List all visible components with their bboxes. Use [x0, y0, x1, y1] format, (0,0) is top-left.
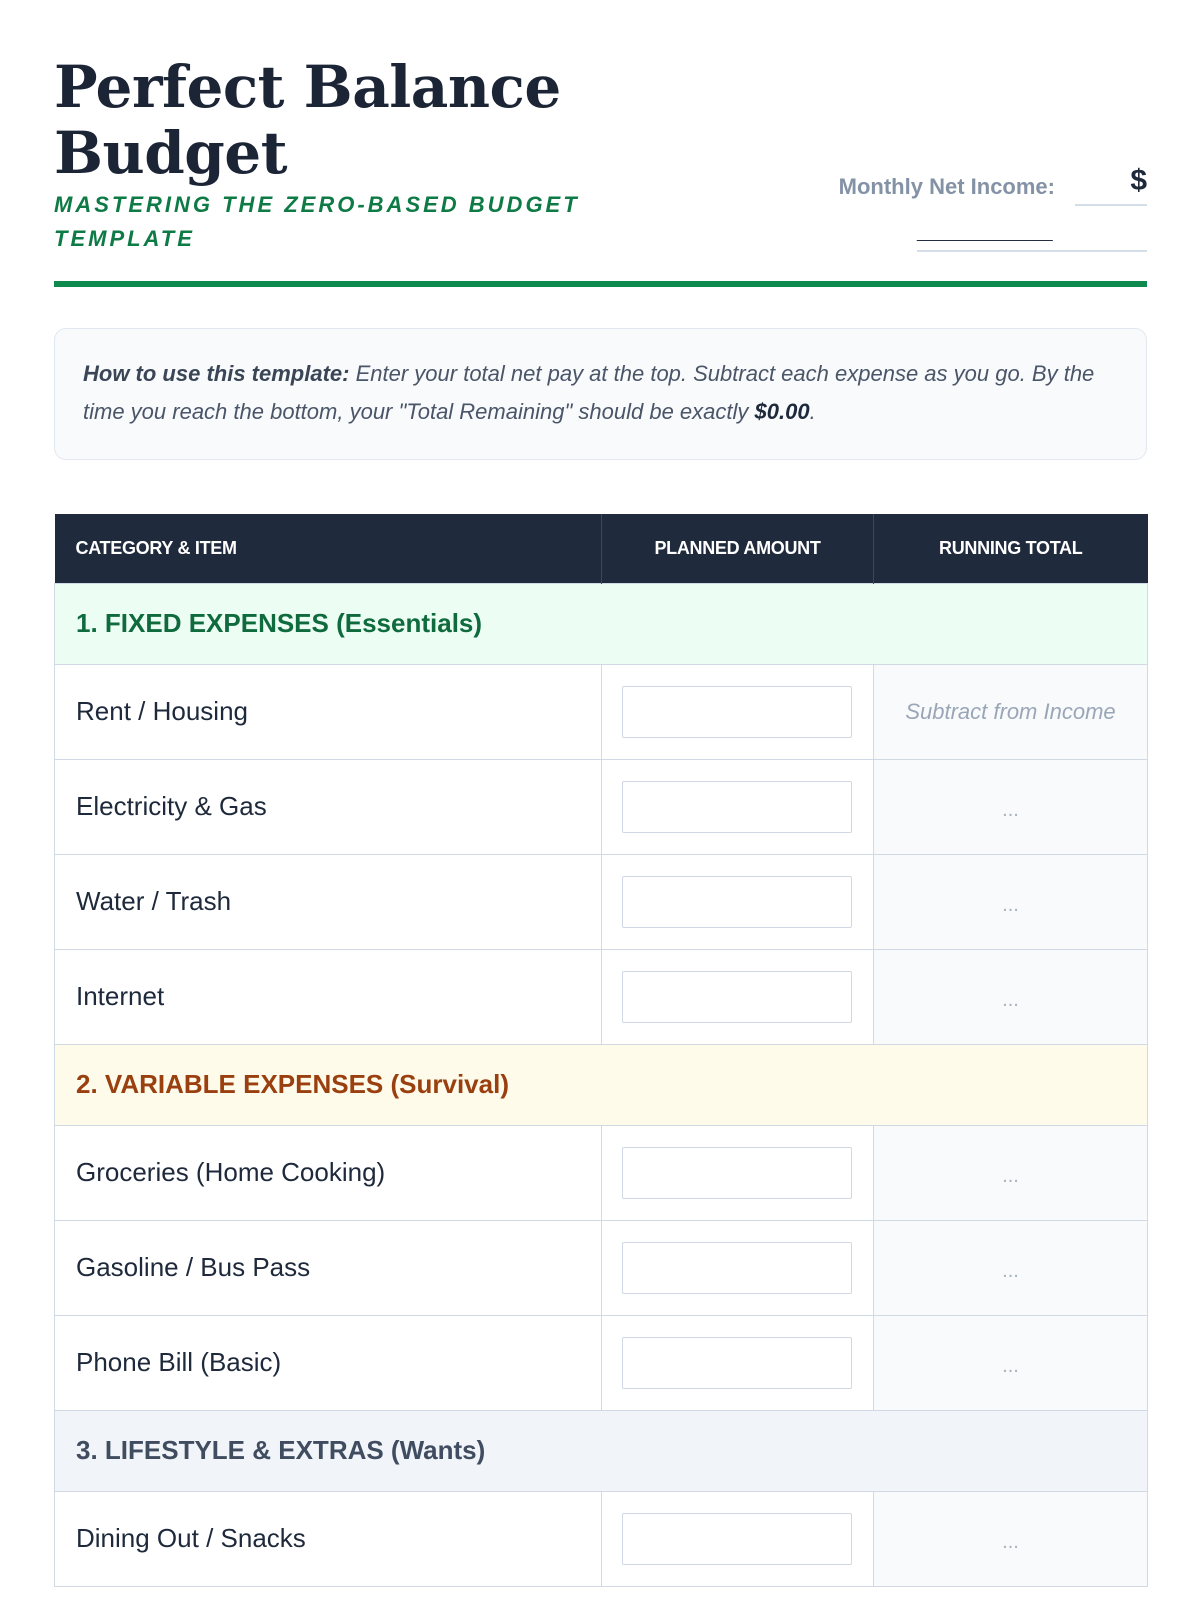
item-name: Dining Out / Snacks: [55, 1491, 602, 1586]
running-total-cell: ...: [874, 949, 1148, 1044]
column-header-category: CATEGORY & ITEM: [55, 514, 602, 583]
table-row: [55, 949, 1148, 1044]
income-value-blank: __________: [917, 214, 1052, 244]
item-name: Groceries (Home Cooking): [55, 1125, 602, 1220]
item-name: Internet: [55, 949, 602, 1044]
section-title: 2. VARIABLE EXPENSES (Survival): [55, 1044, 1148, 1125]
page-header: [54, 0, 1147, 287]
instructions-lead: How to use this template:: [83, 361, 350, 386]
planned-amount-input[interactable]: [622, 1337, 852, 1389]
budget-page: [54, 0, 1147, 1553]
running-total-cell: ...: [874, 1125, 1148, 1220]
income-currency-underline: [1075, 164, 1147, 206]
section-row-fixed: [55, 583, 1148, 664]
section-row-variable: [55, 1044, 1148, 1125]
running-total-cell: ...: [874, 1491, 1148, 1586]
planned-amount-input[interactable]: [622, 876, 852, 928]
table-row: [55, 1315, 1148, 1410]
planned-amount-input[interactable]: [622, 1147, 852, 1199]
page-subtitle: MASTERING THE ZERO-BASED BUDGET TEMPLATE: [54, 192, 580, 251]
running-total-cell: Subtract from Income: [874, 664, 1148, 759]
table-row: [55, 1220, 1148, 1315]
instructions-box: [54, 328, 1147, 460]
page-title: Perfect Balance Budget: [54, 53, 561, 187]
table-row: [55, 759, 1148, 854]
column-header-planned: PLANNED AMOUNT: [602, 514, 874, 583]
monthly-income-field: [817, 164, 1147, 254]
planned-amount-input[interactable]: [622, 781, 852, 833]
budget-table: [54, 514, 1148, 1587]
income-value-input[interactable]: [917, 214, 1147, 252]
planned-amount-input[interactable]: [622, 1242, 852, 1294]
running-total-cell: ...: [874, 854, 1148, 949]
income-label: Monthly Net Income:: [838, 174, 1055, 199]
table-row: [55, 664, 1148, 759]
section-row-lifestyle: [55, 1410, 1148, 1491]
running-total-cell: ...: [874, 1315, 1148, 1410]
item-name: Gasoline / Bus Pass: [55, 1220, 602, 1315]
planned-amount-input[interactable]: [622, 971, 852, 1023]
table-row: [55, 1491, 1148, 1586]
income-currency-symbol: $: [1130, 164, 1147, 197]
instructions-target-amount: $0.00: [754, 399, 810, 424]
planned-amount-input[interactable]: [622, 1513, 852, 1565]
section-title: 3. LIFESTYLE & EXTRAS (Wants): [55, 1410, 1148, 1491]
item-name: Rent / Housing: [55, 664, 602, 759]
running-total-cell: ...: [874, 759, 1148, 854]
instructions-body: Enter your total net pay at the top. Subtract each expense as you go. By the time you reach the bottom, your "Total Remaining" should be exactly: [83, 361, 1095, 424]
instructions-end: .: [809, 399, 816, 424]
table-header-row: [55, 514, 1148, 583]
item-name: Electricity & Gas: [55, 759, 602, 854]
planned-amount-input[interactable]: [622, 686, 852, 738]
item-name: Phone Bill (Basic): [55, 1315, 602, 1410]
running-total-cell: ...: [874, 1220, 1148, 1315]
table-row: [55, 854, 1148, 949]
table-row: [55, 1125, 1148, 1220]
column-header-running: RUNNING TOTAL: [874, 514, 1148, 583]
section-title: 1. FIXED EXPENSES (Essentials): [55, 583, 1148, 664]
item-name: Water / Trash: [55, 854, 602, 949]
